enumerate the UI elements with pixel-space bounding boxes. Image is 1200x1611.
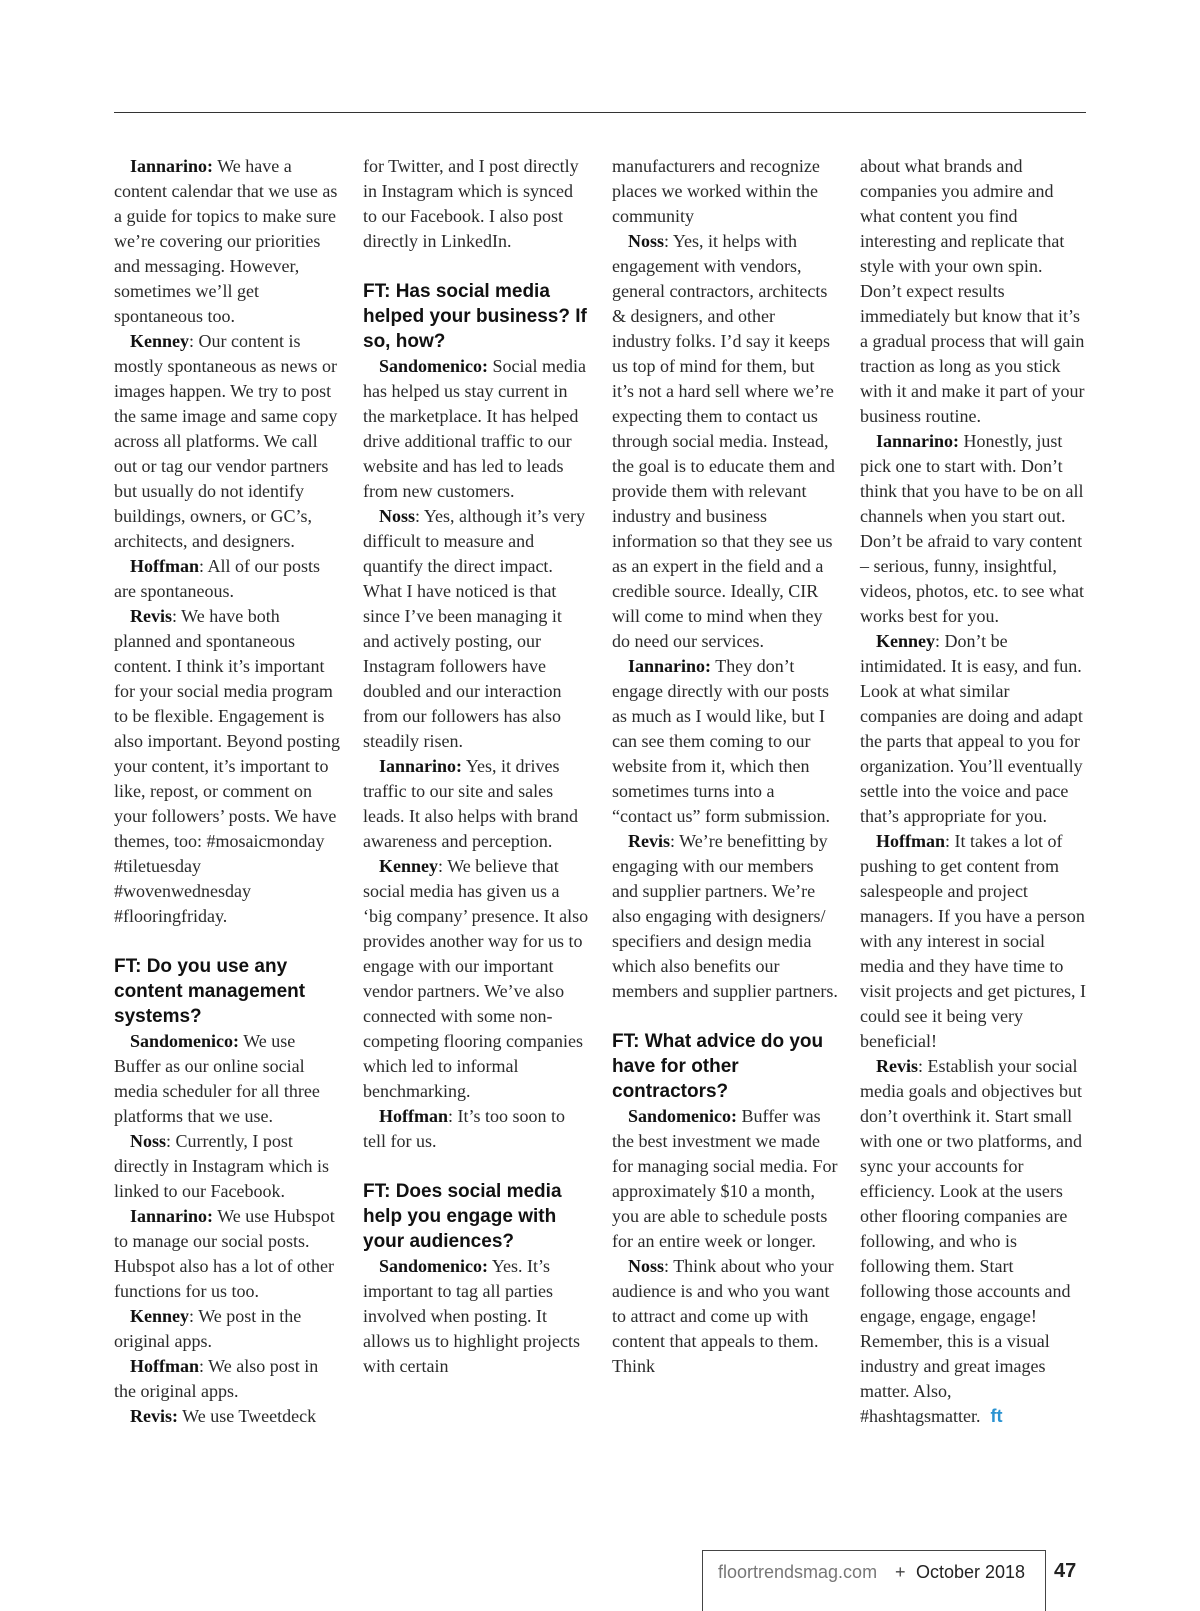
speaker-name: Noss: [628, 1256, 665, 1276]
top-rule: [114, 112, 1086, 113]
answer-text: We use Tweetdeck: [178, 1406, 317, 1426]
answer-text: : It’s too soon to tell for us.: [363, 1106, 566, 1151]
continued-text: for Twitter, and I post directly in Instagram which is synced to our Facebook. I also post directly in LinkedIn.: [363, 156, 579, 251]
column-3: [612, 154, 838, 1379]
answer-text: : It takes a lot of pushing to get content from salespeople and project managers. If you have a person with any interest in social media and they have time to visit projects and get pictures, I could see it being very beneficial!: [860, 831, 1086, 1051]
speaker-name: Kenney: [876, 631, 936, 651]
answer-text: Social media has helped us stay current in the marketplace. It has helped drive additional traffic to our website and has led to leads from new customers.: [363, 356, 586, 501]
speaker-name: Sandomenico:: [628, 1106, 738, 1126]
answer-text: : Yes, it helps with engagement with vendors, general contractors, architects & designers, and other industry folks. I’d say it keeps us top of mind for them, but it’s not a hard sell where we’re expecting them to contact us through social media. Instead, the goal is to educate them and provide them with relevant industry and business information so that they see us as an expert in the field and a credible source. Ideally, CIR will come to mind when they do need our services.: [612, 231, 835, 651]
answer-text: Honestly, just pick one to start with. Don’t think that you have to be on all channels when you start out. Don’t be afraid to vary content – serious, funny, insightful, videos, photos, etc. to see what works best for you.: [860, 431, 1084, 626]
speaker-name: Revis: [628, 831, 670, 851]
column-2: [363, 154, 589, 1379]
footer-separator: +: [895, 1562, 906, 1582]
column-1: [114, 154, 340, 1429]
question-heading: FT: Has social media helped your business? If so, how?: [363, 281, 587, 352]
answer-text: : We also post in the original apps.: [114, 1356, 319, 1401]
speaker-name: Noss: [628, 231, 665, 251]
speaker-name: Iannarino:: [130, 156, 214, 176]
speaker-name: Hoffman: [876, 831, 945, 851]
speaker-name: Noss: [130, 1131, 167, 1151]
speaker-name: Kenney: [130, 1306, 190, 1326]
answer-text: : We post in the original apps.: [114, 1306, 302, 1351]
footer-site: floortrendsmag.com: [718, 1562, 878, 1582]
speaker-name: Hoffman: [130, 556, 199, 576]
speaker-name: Kenney: [379, 856, 439, 876]
column-4: [860, 154, 1086, 1429]
answer-text: : We’re benefitting by engaging with our members and supplier partners. We’re also engaging with designers/ specifiers and design media which also benefits our members and supplier partners.: [612, 831, 838, 1001]
ft-end-mark: ft: [990, 1406, 1003, 1426]
answer-text: : Currently, I post directly in Instagram which is linked to our Facebook.: [114, 1131, 329, 1201]
page-footer: [702, 1550, 1102, 1610]
speaker-name: Hoffman: [130, 1356, 199, 1376]
speaker-name: Kenney: [130, 331, 190, 351]
answer-text: Yes, it drives traffic to our site and sales leads. It also helps with brand awareness and perception.: [363, 756, 578, 851]
question-heading: FT: What advice do you have for other contractors?: [612, 1031, 824, 1102]
footer-date: October 2018: [916, 1562, 1026, 1582]
speaker-name: Noss: [379, 506, 416, 526]
answer-text: : Think about who your audience is and who you want to attract and come up with content that appeals to them. Think: [612, 1256, 834, 1376]
speaker-name: Revis:: [130, 1406, 178, 1426]
answer-text: : Yes, although it’s very difficult to measure and quantify the direct impact. What I have noticed is that since I’ve been managing it and actively posting, our Instagram followers have doubled and our interaction from our followers has also steadily risen.: [363, 506, 586, 751]
speaker-name: Iannarino:: [876, 431, 960, 451]
speaker-name: Iannarino:: [130, 1206, 214, 1226]
answer-text: We have a content calendar that we use as a guide for topics to make sure we’re covering our priorities and messaging. However, sometimes we’ll get spontaneous too.: [114, 156, 338, 326]
answer-text: Buffer was the best investment we made for managing social media. For approximately $10 a month, you are able to schedule posts for an entire week or longer.: [612, 1106, 838, 1251]
answer-text: : All of our posts are spontaneous.: [114, 556, 321, 601]
page-number: 47: [1054, 1560, 1077, 1582]
speaker-name: Hoffman: [379, 1106, 448, 1126]
answer-text: Yes. It’s important to tag all parties involved when posting. It allows us to highlight projects with certain: [363, 1256, 580, 1376]
speaker-name: Revis: [130, 606, 172, 626]
answer-text: : We have both planned and spontaneous content. I think it’s important for your social media program to be flexible. Engagement is also important. Beyond posting your content, it’s important to like, repost, or comment on your followers’ posts. We have themes, too: #mosaicmonday #tiletuesday #wovenwednesday #flooringfriday.: [114, 606, 340, 926]
answer-text: : Establish your social media goals and objectives but don’t overthink it. Start small with one or two platforms, and sync your accounts for efficiency. Look at the users other flooring companies are following, and who is following them. Start following those accounts and engage, engage, engage! Remember, this is a visual industry and great images matter. Also, #hashtagsmatter.: [860, 1056, 1082, 1426]
speaker-name: Iannarino:: [379, 756, 463, 776]
answer-text: : We believe that social media has given us a ‘big company’ presence. It also provides another way for us to engage with our important vendor partners. We’ve also connected with some non-competing flooring companies which led to informal benchmarking.: [363, 856, 589, 1101]
answer-text: We use Buffer as our online social media scheduler for all three platforms that we use.: [114, 1031, 320, 1126]
question-heading: FT: Do you use any content management systems?: [114, 956, 306, 1027]
answer-text: : Our content is mostly spontaneous as news or images happen. We try to post the same image and same copy across all platforms. We call out or tag our vendor partners but usually do not identify buildings, owners, or GC’s, architects, and designers.: [114, 331, 338, 551]
speaker-name: Sandomenico:: [130, 1031, 240, 1051]
speaker-name: Iannarino:: [628, 656, 712, 676]
speaker-name: Sandomenico:: [379, 1256, 489, 1276]
answer-text: : Don’t be intimidated. It is easy, and fun. Look at what similar companies are doing and adapt the parts that appeal to you for organization. You’ll eventually settle into the voice and pace that’s appropriate for you.: [860, 631, 1083, 826]
continued-text: about what brands and companies you admire and what content you find interesting and replicate that style with your own spin. Don’t expect results immediately but know that it’s a gradual process that will gain traction as long as you stick with it and make it part of your business routine.: [860, 156, 1085, 426]
speaker-name: Revis: [876, 1056, 918, 1076]
answer-text: They don’t engage directly with our posts as much as I would like, but I can see them coming to our website from it, which then sometimes turns into a “contact us” form submission.: [612, 656, 830, 826]
continued-text: manufacturers and recognize places we worked within the community: [612, 156, 820, 226]
speaker-name: Sandomenico:: [379, 356, 489, 376]
question-heading: FT: Does social media help you engage with your audiences?: [363, 1181, 562, 1252]
answer-text: We use Hubspot to manage our social posts. Hubspot also has a lot of other functions for us too.: [114, 1206, 335, 1301]
